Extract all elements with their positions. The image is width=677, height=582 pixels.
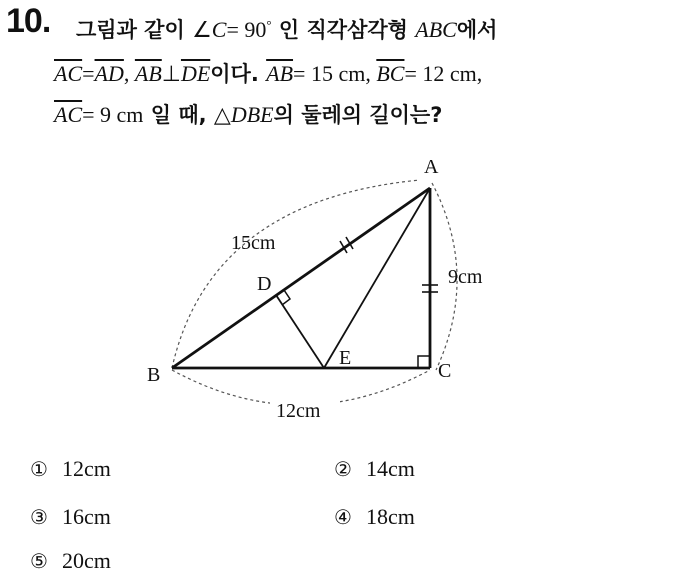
math-dbe: DBE [230, 102, 274, 127]
segment-de: $\overline{DE}$ [180, 61, 211, 86]
label-a: A [424, 156, 439, 178]
option-marker: ① [30, 457, 48, 481]
side-ab [172, 188, 430, 368]
right-angle-d [282, 290, 290, 305]
value-9cm: = 9 cm [82, 102, 144, 127]
degree-symbol: ° [266, 17, 272, 32]
math-c: C [211, 17, 227, 42]
option-3[interactable] [30, 504, 111, 530]
segment-bc: $\overline{BC}$ [376, 61, 405, 86]
brace-ab [172, 180, 420, 368]
option-marker: ③ [30, 505, 48, 529]
option-text: 14cm [365, 456, 415, 481]
option-text: 18cm [365, 504, 415, 529]
label-d: D [257, 273, 272, 295]
text: 그림과 같이 [76, 18, 193, 42]
comma: , [365, 61, 377, 86]
option-1[interactable] [30, 456, 111, 482]
option-marker: ② [334, 457, 352, 481]
option-text: 20cm [61, 548, 111, 573]
angle-symbol: ∠ [192, 17, 212, 42]
option-2[interactable] [334, 456, 415, 482]
value-15cm: = 15 cm [293, 61, 366, 86]
text: 인 직각삼각형 [271, 18, 416, 42]
text: 일 때, [143, 103, 214, 127]
option-4[interactable] [334, 504, 415, 530]
comma: , [476, 61, 483, 86]
math-eq-90: = 90 [226, 17, 267, 42]
option-text: 12cm [61, 456, 111, 481]
segment-ad: $\overline{AD}$ [94, 61, 124, 86]
triangle-symbol: △ [213, 102, 231, 127]
text: 의 둘레의 길이는? [273, 103, 443, 127]
option-5[interactable] [30, 548, 111, 574]
length-ac: 9cm [448, 266, 483, 288]
length-ab: 15cm [231, 232, 276, 254]
label-c: C [438, 360, 452, 382]
segment-ac: $\overline{AC}$ [54, 102, 83, 127]
comma: , [123, 61, 135, 86]
option-marker: ④ [334, 505, 352, 529]
segment-ac: $\overline{AC}$ [54, 61, 83, 86]
option-text: 16cm [61, 504, 111, 529]
value-12cm: = 12 cm [404, 61, 477, 86]
right-angle-c [418, 356, 430, 368]
length-bc: 12cm [276, 400, 321, 422]
equals: = [82, 61, 95, 86]
text: 에서 [456, 18, 498, 42]
question-number: 10. [6, 2, 51, 40]
segment-ab: $\overline{AB}$ [266, 61, 294, 86]
segment-de [276, 295, 324, 368]
segment-ab: $\overline{AB}$ [134, 61, 162, 86]
text: 이다. [210, 62, 267, 86]
label-b: B [147, 364, 161, 386]
segment-ae [324, 188, 430, 368]
option-marker: ⑤ [30, 549, 48, 573]
label-e: E [339, 347, 352, 369]
perp-symbol: ⊥ [161, 61, 181, 86]
math-abc: ABC [415, 17, 457, 42]
